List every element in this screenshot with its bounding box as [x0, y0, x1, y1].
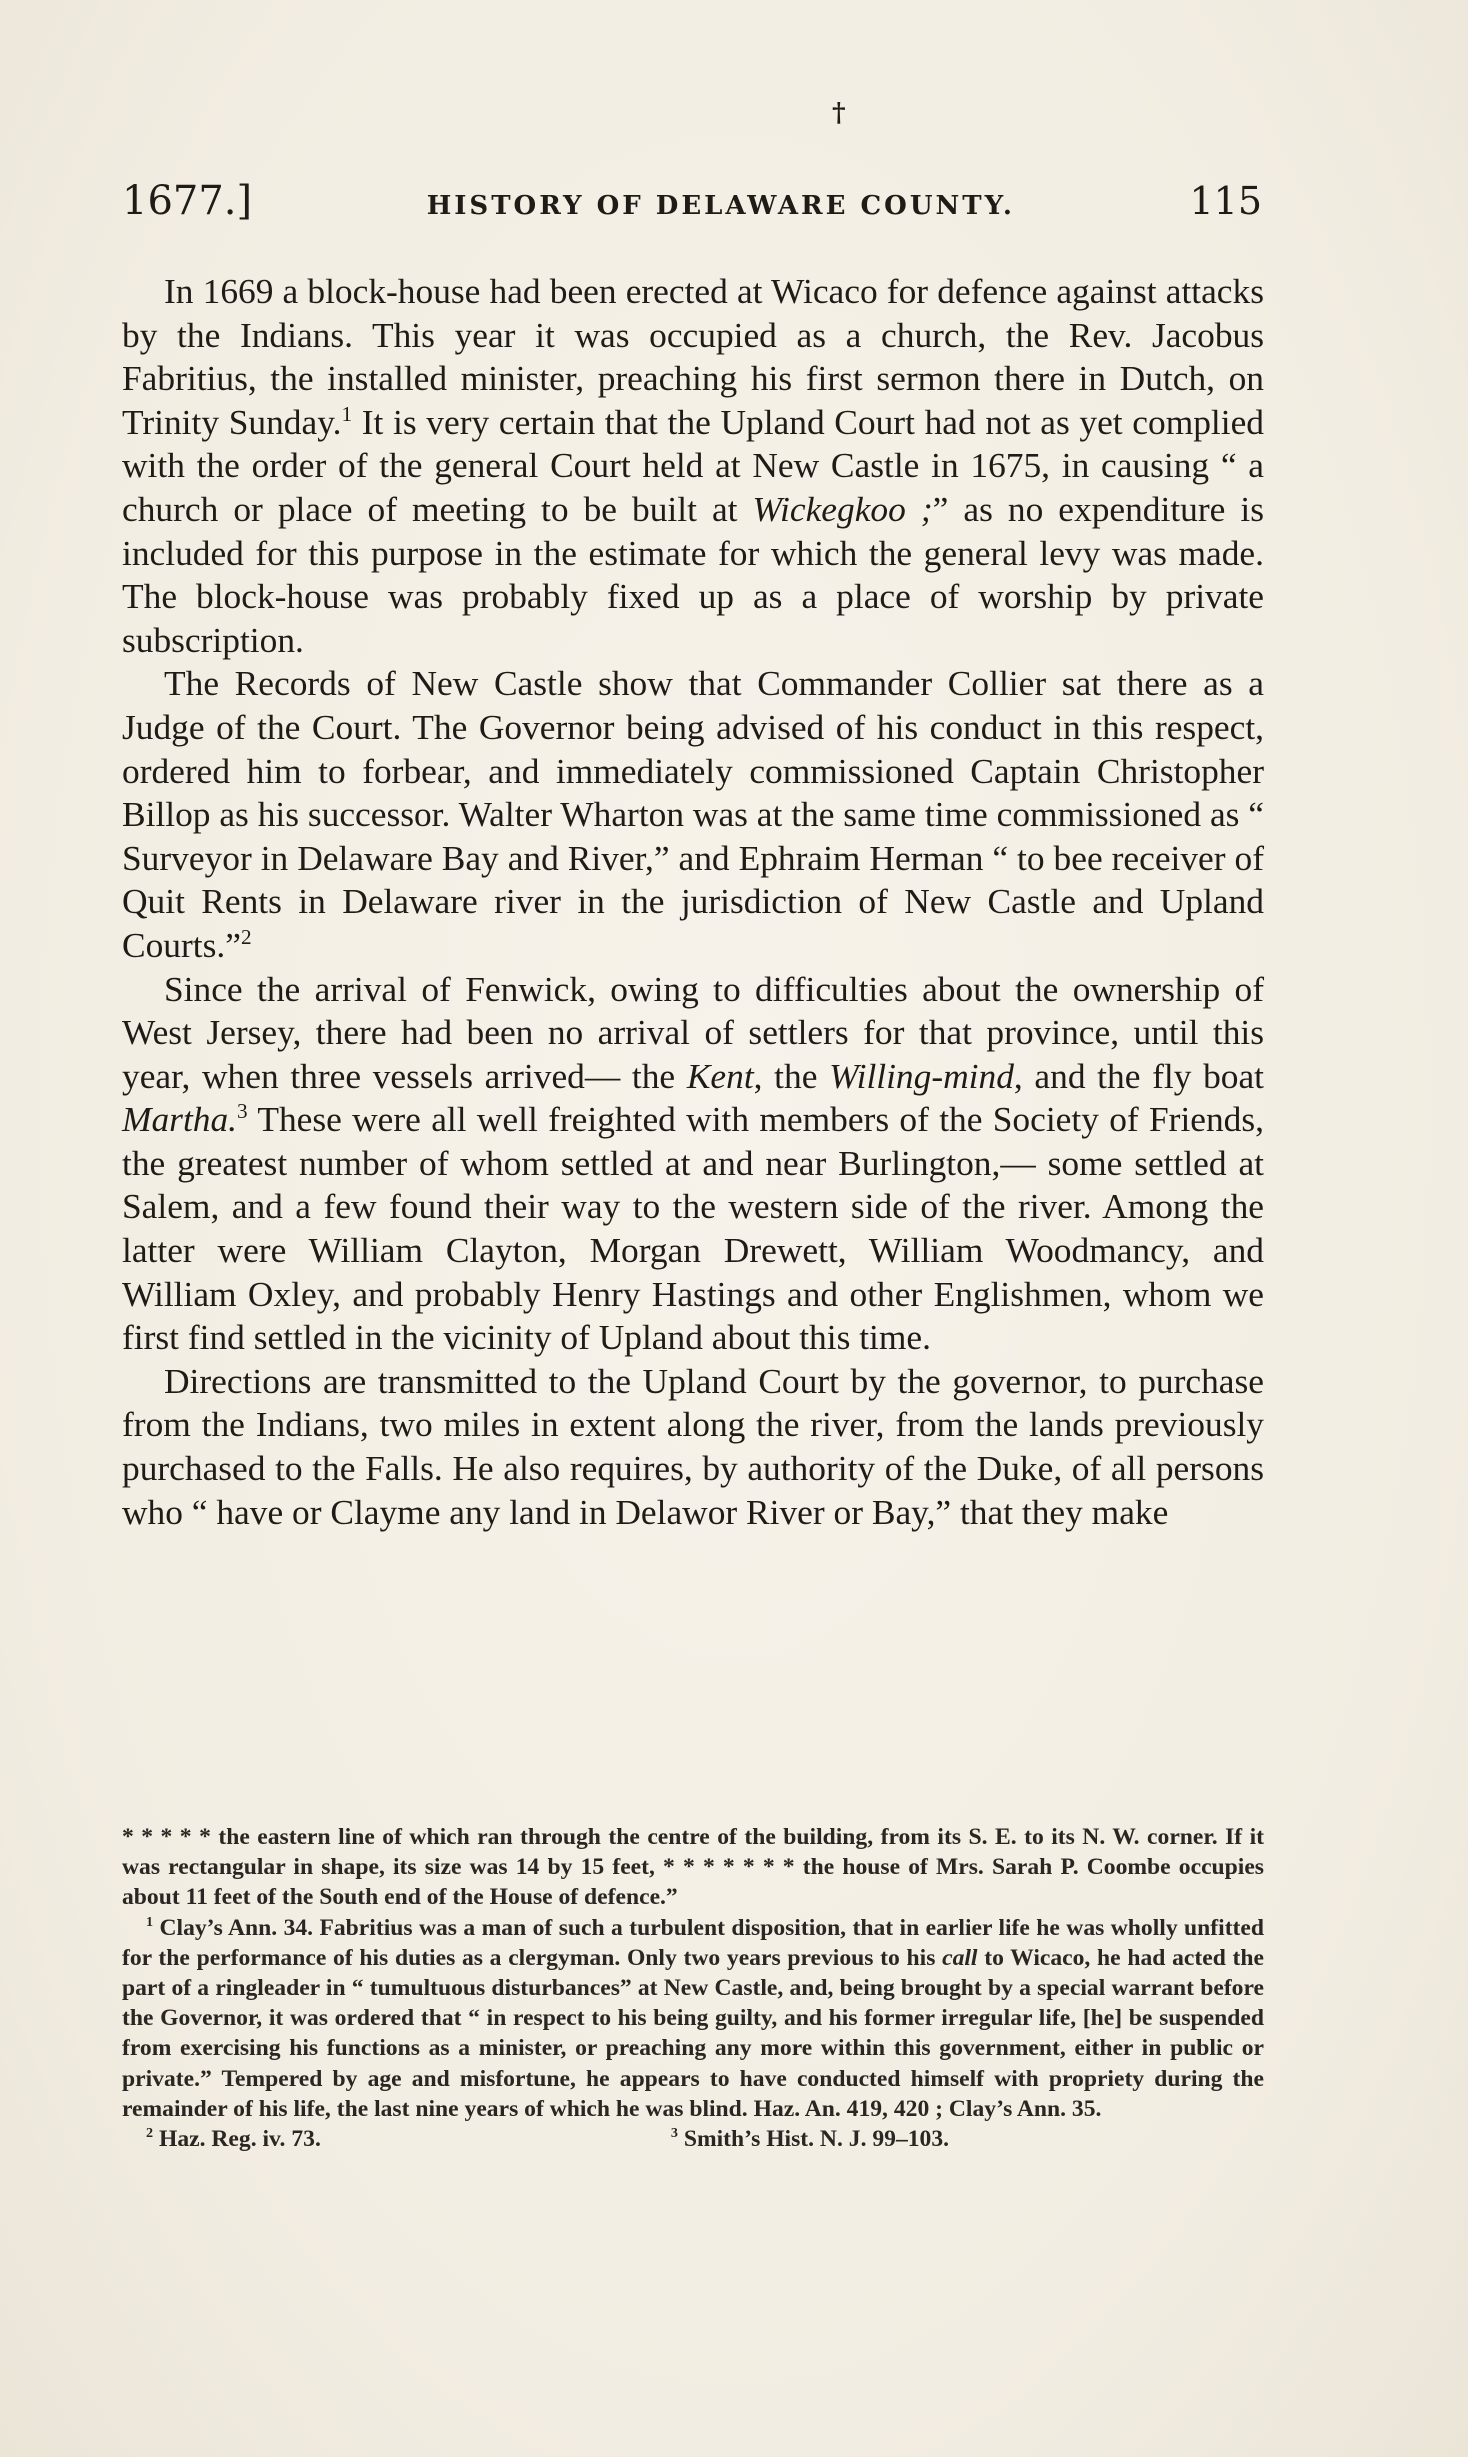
ship-name-martha: Martha.	[122, 1099, 238, 1140]
footnote-2-number: 2	[146, 2125, 154, 2142]
paragraph-4	[122, 1360, 1264, 1534]
printers-mark: †	[832, 98, 846, 128]
paragraph-3	[122, 968, 1264, 1360]
footnote-2-text: Haz. Reg. iv. 73.	[153, 2126, 321, 2153]
footnote-1-text-a: Clay’s Ann. 34. Fabritius was a man of such a turbulent disposition, that in earlier life he was wholly unfitted for the performance of his duties as a clergyman. Only two years previous to his	[122, 1914, 1264, 1971]
paragraph-1-text-a: In 1669 a block-house had been erected at Wicaco for defence against attacks by the Indians. This year it was occupied as a church, the Rev. Jacobus Fabritius, the installed minister, preaching his first sermon there in Dutch, on Trinity Sunday.	[122, 271, 1264, 442]
footnotes	[122, 1822, 1264, 2154]
ship-name-willing-mind: Willing-mind	[829, 1055, 1014, 1096]
footnote-3-number: 3	[670, 2125, 678, 2142]
ship-name-kent: Kent	[686, 1055, 754, 1096]
paragraph-4-text: Directions are transmitted to the Upland Court by the governor, to purchase from the Indians, two miles in extent along the river, from the lands previously purchased to the Falls. He also requires, by authority of the Duke, of all persons who “ have or Clayme any land in Delawor River or Bay,” that they make	[122, 1360, 1264, 1532]
footnotes-2-3-row	[122, 2124, 1264, 2154]
footnote-3	[671, 2124, 949, 2154]
footnote-1-italic-call: call	[942, 1944, 978, 1971]
running-head-year: 1677.]	[122, 178, 253, 224]
paragraph-1-text-b: It is very certain that the Upland Court had not as yet complied with the order of the general Court held at New Castle in 1675, in causing “ a church or place of meeting to be built at	[122, 401, 1265, 529]
body-text	[122, 270, 1264, 1534]
paragraph-1-text-c: ” as no expenditure is included for this purpose in the estimate for which the general levy was made. The block-house was probably fixed up as a place of worship by private subscription.	[122, 488, 1264, 660]
paragraph-3-text-a: Since the arrival of Fenwick, owing to difficulties about the ownership of West Jersey, there had been no arrival of settlers for that province, until this year, when three vessels arrived— the	[122, 968, 1264, 1096]
paragraph-3-text-d: These were all well freighted with members of the Society of Friends, the greatest number of whom settled at and near Burlington,— some settled at Salem, and a few found their way to the western side of the river. Among the latter were William Clayton, Morgan Drewett, William Woodmancy, and William Oxley, and probably Henry Hastings and other Englishmen, whom we first find settled in the vicinity of Upland about this time.	[122, 1099, 1264, 1358]
footnote-ref-1: 1	[341, 401, 353, 426]
running-head	[122, 178, 1262, 224]
footnote-continued: * * * * * the eastern line of which ran through the centre of the building, from its S. E. to its N. W. corner. If it was rectangular in shape, its size was 14 by 15 feet, * * * * * * * the house of Mrs. Sarah P. Coombe occupies about 11 feet of the South end of the House of defence.”	[122, 1824, 1264, 1911]
footnote-ref-2: 2	[240, 925, 252, 950]
paragraph-3-text-c: , and the fly boat	[1013, 1055, 1264, 1096]
paragraph-2-text: The Records of New Castle show that Commander Collier sat there as a Judge of the Court. The Governor being advised of his conduct in this respect, ordered him to forbear, and immediately commissioned Captain Christopher Billop as his successor. Walter Wharton was at the same time commissioned as “ Surveyor in Delaware Bay and River,” and Ephraim Herman “ to bee receiver of Quit Rents in Delaware river in the jurisdiction of New Castle and Upland Courts.”	[122, 663, 1264, 965]
footnote-3-text: Smith’s Hist. N. J. 99–103.	[677, 2126, 950, 2153]
paragraph-1	[122, 270, 1264, 662]
footnote-ref-3: 3	[237, 1099, 248, 1124]
running-head-title: HISTORY OF DELAWARE COUNTY.	[426, 191, 1015, 221]
footnote-2	[146, 2124, 321, 2154]
footnote-1	[122, 1913, 1264, 2124]
paragraph-3-text-b: , the	[753, 1055, 830, 1096]
footnote-1-text-b: to Wicaco, he had acted the part of a ringleader in “ tumultuous disturbances” at New Castle, and, being brought by a special warrant before the Governor, it was ordered that “ in respect to his being guilty, and his former irregular life, [he] be suspended from exercising his functions as a minister, or preaching any more within this government, either in public or private.” Tempered by age and misfortune, he appears to have conducted himself with propriety during the remainder of his life, the last nine years of which he was blind. Haz. An. 419, 420 ; Clay’s Ann. 35.	[122, 1944, 1264, 2122]
paragraph-2	[122, 662, 1264, 967]
page-number: 115	[1189, 179, 1262, 223]
footnote-1-number: 1	[146, 1913, 154, 1930]
place-name-wickegkoo: Wickegkoo ;	[752, 488, 933, 529]
